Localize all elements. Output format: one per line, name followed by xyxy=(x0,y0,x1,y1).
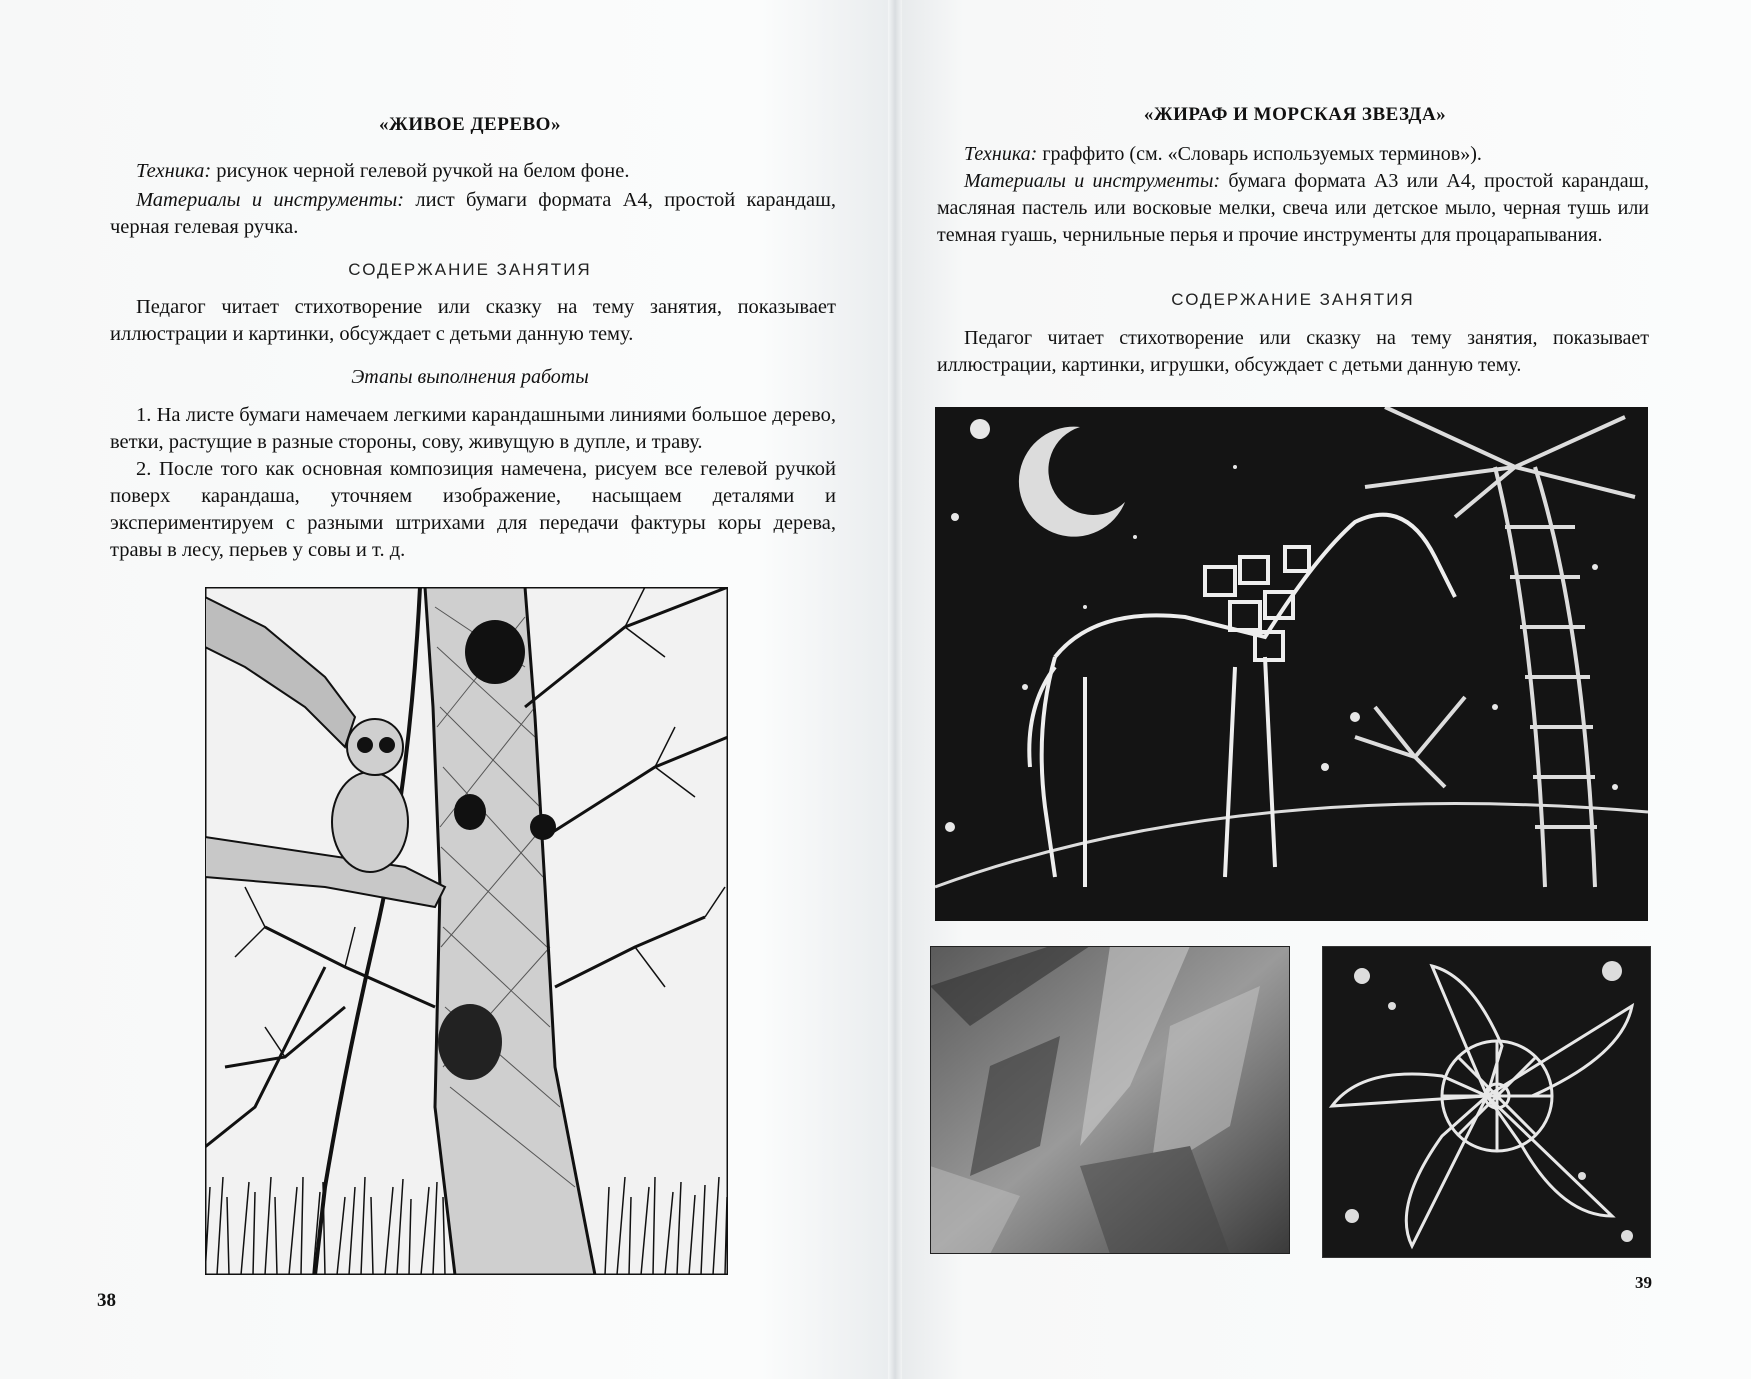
right-intro: Педагог читает стихотворение или сказку на тему занятия, показывает иллюстрации, картинки, игрушки, обсуждает с детьми данную тему. xyxy=(937,327,1649,376)
tree-owl-drawing xyxy=(205,587,728,1275)
starfish-scratch-art xyxy=(1322,946,1651,1258)
right-technique xyxy=(937,141,1647,168)
left-step-2: 2. После того как основная композиция намечена, рисуем все гелевой ручкой поверх карандаша, уточняем изображение, насыщаем деталями и экспериментируем с разными штрихами для передачи фактуры коры дерева, травы в лесу, перьев у совы и т. д. xyxy=(110,458,836,561)
left-materials-text: лист бумаги формата А4, простой карандаш, черная гелевая ручка. xyxy=(110,189,836,238)
left-title: «ЖИВОЕ ДЕРЕВО» xyxy=(379,114,561,135)
right-page-number: 39 xyxy=(1635,1273,1652,1292)
scratch-texture-sample xyxy=(930,946,1290,1254)
right-title: «ЖИРАФ И МОРСКАЯ ЗВЕЗДА» xyxy=(1143,104,1447,125)
left-technique xyxy=(110,158,830,185)
left-technique-text: рисунок черной гелевой ручкой на белом фоне. xyxy=(211,160,630,182)
right-materials-text: бумага формата А3 или А4, простой карандаш, масляная пастель или восковые мелки, свеча или детское мыло, черная тушь или темная гуашь, чернильные перья и прочие инструменты для процарапывания. xyxy=(937,170,1649,246)
book-gutter xyxy=(888,0,902,1379)
right-materials-label: Материалы и инструменты: xyxy=(964,170,1221,192)
right-technique-text: граффито (см. «Словарь используемых терминов»). xyxy=(1037,143,1482,165)
left-step-1: 1. На листе бумаги намечаем легкими карандашными линиями большое дерево, ветки, растущие в разные стороны, сову, живущую в дупле, и траву. xyxy=(110,404,836,453)
left-materials-label: Материалы и инструменты: xyxy=(136,189,405,211)
left-page-number: 38 xyxy=(97,1290,116,1311)
left-technique-label: Техника: xyxy=(136,160,212,182)
left-materials xyxy=(110,187,836,241)
left-intro: Педагог читает стихотворение или сказку на тему занятия, показывает иллюстрации и картинки, обсуждает с детьми данную тему. xyxy=(110,296,836,345)
right-materials xyxy=(937,168,1649,249)
right-technique-label: Техника: xyxy=(964,143,1038,165)
giraffe-scratch-art xyxy=(935,407,1648,921)
right-section-heading: СОДЕРЖАНИЕ ЗАНЯТИЯ xyxy=(1171,290,1415,309)
left-steps-heading: Этапы выполнения работы xyxy=(351,366,589,388)
left-section-heading: СОДЕРЖАНИЕ ЗАНЯТИЯ xyxy=(348,260,592,279)
